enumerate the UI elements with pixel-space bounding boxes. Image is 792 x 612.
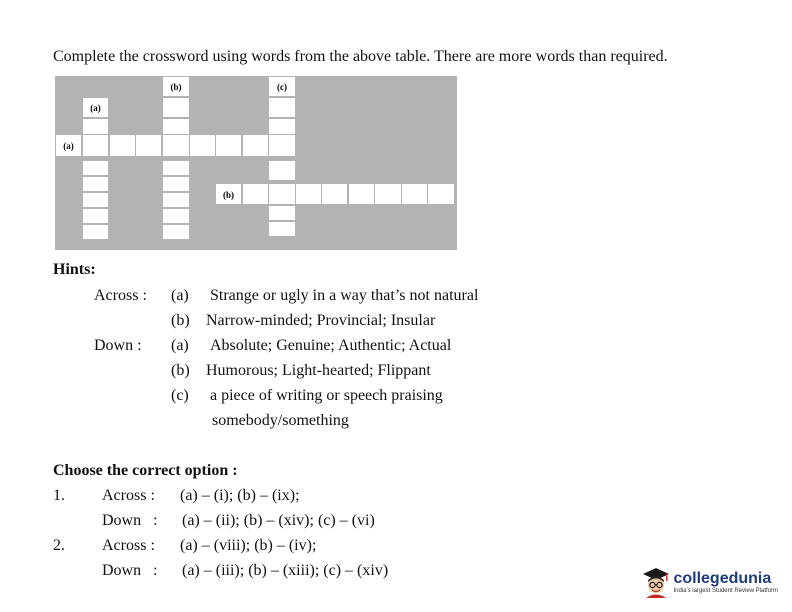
hint-letter: (a) bbox=[171, 337, 189, 354]
crossword-cell[interactable] bbox=[162, 160, 190, 176]
crossword-cell[interactable] bbox=[401, 183, 428, 205]
crossword-cell[interactable] bbox=[215, 134, 242, 157]
crossword-cell[interactable] bbox=[135, 134, 162, 157]
crossword-cell[interactable] bbox=[82, 192, 109, 208]
across-label: Across : bbox=[94, 287, 147, 304]
crossword-cell[interactable] bbox=[268, 205, 296, 221]
down-label: Down : bbox=[94, 337, 142, 354]
crossword-cell[interactable] bbox=[162, 208, 190, 224]
crossword-cell[interactable] bbox=[162, 97, 190, 118]
down-c-label: (c) bbox=[277, 82, 287, 92]
option-across-text: (a) – (i); (b) – (ix); bbox=[180, 487, 300, 504]
collegedunia-logo bbox=[641, 566, 778, 598]
hint-text: Absolute; Genuine; Authentic; Actual bbox=[210, 337, 452, 354]
option-across-label: Across : bbox=[102, 487, 155, 504]
option-number: 2. bbox=[53, 537, 65, 554]
across-a-label: (a) bbox=[63, 141, 74, 151]
crossword-cell[interactable] bbox=[268, 183, 296, 205]
logo-name: collegedunia bbox=[673, 570, 772, 587]
crossword-cell[interactable] bbox=[82, 160, 109, 176]
crossword-cell[interactable] bbox=[82, 134, 109, 157]
crossword-label-cell bbox=[55, 134, 82, 157]
hint-text: Strange or ugly in a way that’s not natural bbox=[210, 287, 479, 304]
crossword-cell[interactable] bbox=[189, 134, 216, 157]
crossword-cell[interactable] bbox=[162, 134, 190, 157]
option-down-label: Down : bbox=[102, 562, 158, 579]
across-b-label: (b) bbox=[223, 190, 234, 200]
crossword-cell[interactable] bbox=[348, 183, 375, 205]
crossword-cell[interactable] bbox=[242, 183, 269, 205]
options-heading: Choose the correct option : bbox=[53, 462, 238, 479]
hints-heading: Hints: bbox=[53, 261, 96, 278]
crossword-cell[interactable] bbox=[295, 183, 322, 205]
hint-text: Narrow-minded; Provincial; Insular bbox=[206, 312, 436, 329]
crossword-cell[interactable] bbox=[242, 134, 269, 157]
option-down-text: (a) – (iii); (b) – (xiii); (c) – (xiv) bbox=[182, 562, 389, 579]
crossword-cell[interactable] bbox=[162, 224, 190, 240]
crossword-cell[interactable] bbox=[162, 192, 190, 208]
crossword-label-cell bbox=[162, 76, 190, 97]
option-down-text: (a) – (ii); (b) – (xiv); (c) – (vi) bbox=[182, 512, 375, 529]
down-b-label: (b) bbox=[170, 82, 182, 92]
hint-text: Humorous; Light-hearted; Flippant bbox=[206, 362, 431, 379]
crossword-cell[interactable] bbox=[374, 183, 402, 205]
crossword-cell[interactable] bbox=[268, 97, 296, 118]
crossword-label-cell bbox=[268, 76, 296, 97]
crossword-label-cell bbox=[215, 183, 242, 205]
crossword-cell[interactable] bbox=[82, 208, 109, 224]
crossword-cell[interactable] bbox=[268, 134, 296, 157]
instruction-text: Complete the crossword using words from the above table. There are more words than required. bbox=[53, 48, 668, 65]
hint-letter: (a) bbox=[171, 287, 189, 304]
down-a-label: (a) bbox=[90, 103, 101, 113]
option-across-label: Across : bbox=[102, 537, 155, 554]
option-number: 1. bbox=[53, 487, 65, 504]
graduate-mascot-icon bbox=[641, 566, 671, 598]
option-down-label: Down : bbox=[102, 512, 158, 529]
crossword-label-cell bbox=[82, 97, 109, 118]
crossword-cell[interactable] bbox=[427, 183, 455, 205]
option-across-text: (a) – (viii); (b) – (iv); bbox=[180, 537, 317, 554]
hint-letter: (b) bbox=[171, 312, 190, 329]
crossword-grid bbox=[55, 76, 457, 250]
crossword-cell[interactable] bbox=[82, 224, 109, 240]
logo-tagline: India's largest Student Review Platform bbox=[673, 588, 778, 594]
crossword-cell[interactable] bbox=[321, 183, 348, 205]
hint-letter: (c) bbox=[171, 387, 189, 404]
hint-text-continuation: somebody/something bbox=[212, 412, 349, 429]
crossword-cell[interactable] bbox=[268, 160, 296, 181]
hint-letter: (b) bbox=[171, 362, 190, 379]
crossword-cell[interactable] bbox=[109, 134, 136, 157]
crossword-cell[interactable] bbox=[268, 221, 296, 237]
hint-text: a piece of writing or speech praising bbox=[210, 387, 443, 404]
crossword-cell[interactable] bbox=[162, 176, 190, 192]
crossword-cell[interactable] bbox=[82, 176, 109, 192]
